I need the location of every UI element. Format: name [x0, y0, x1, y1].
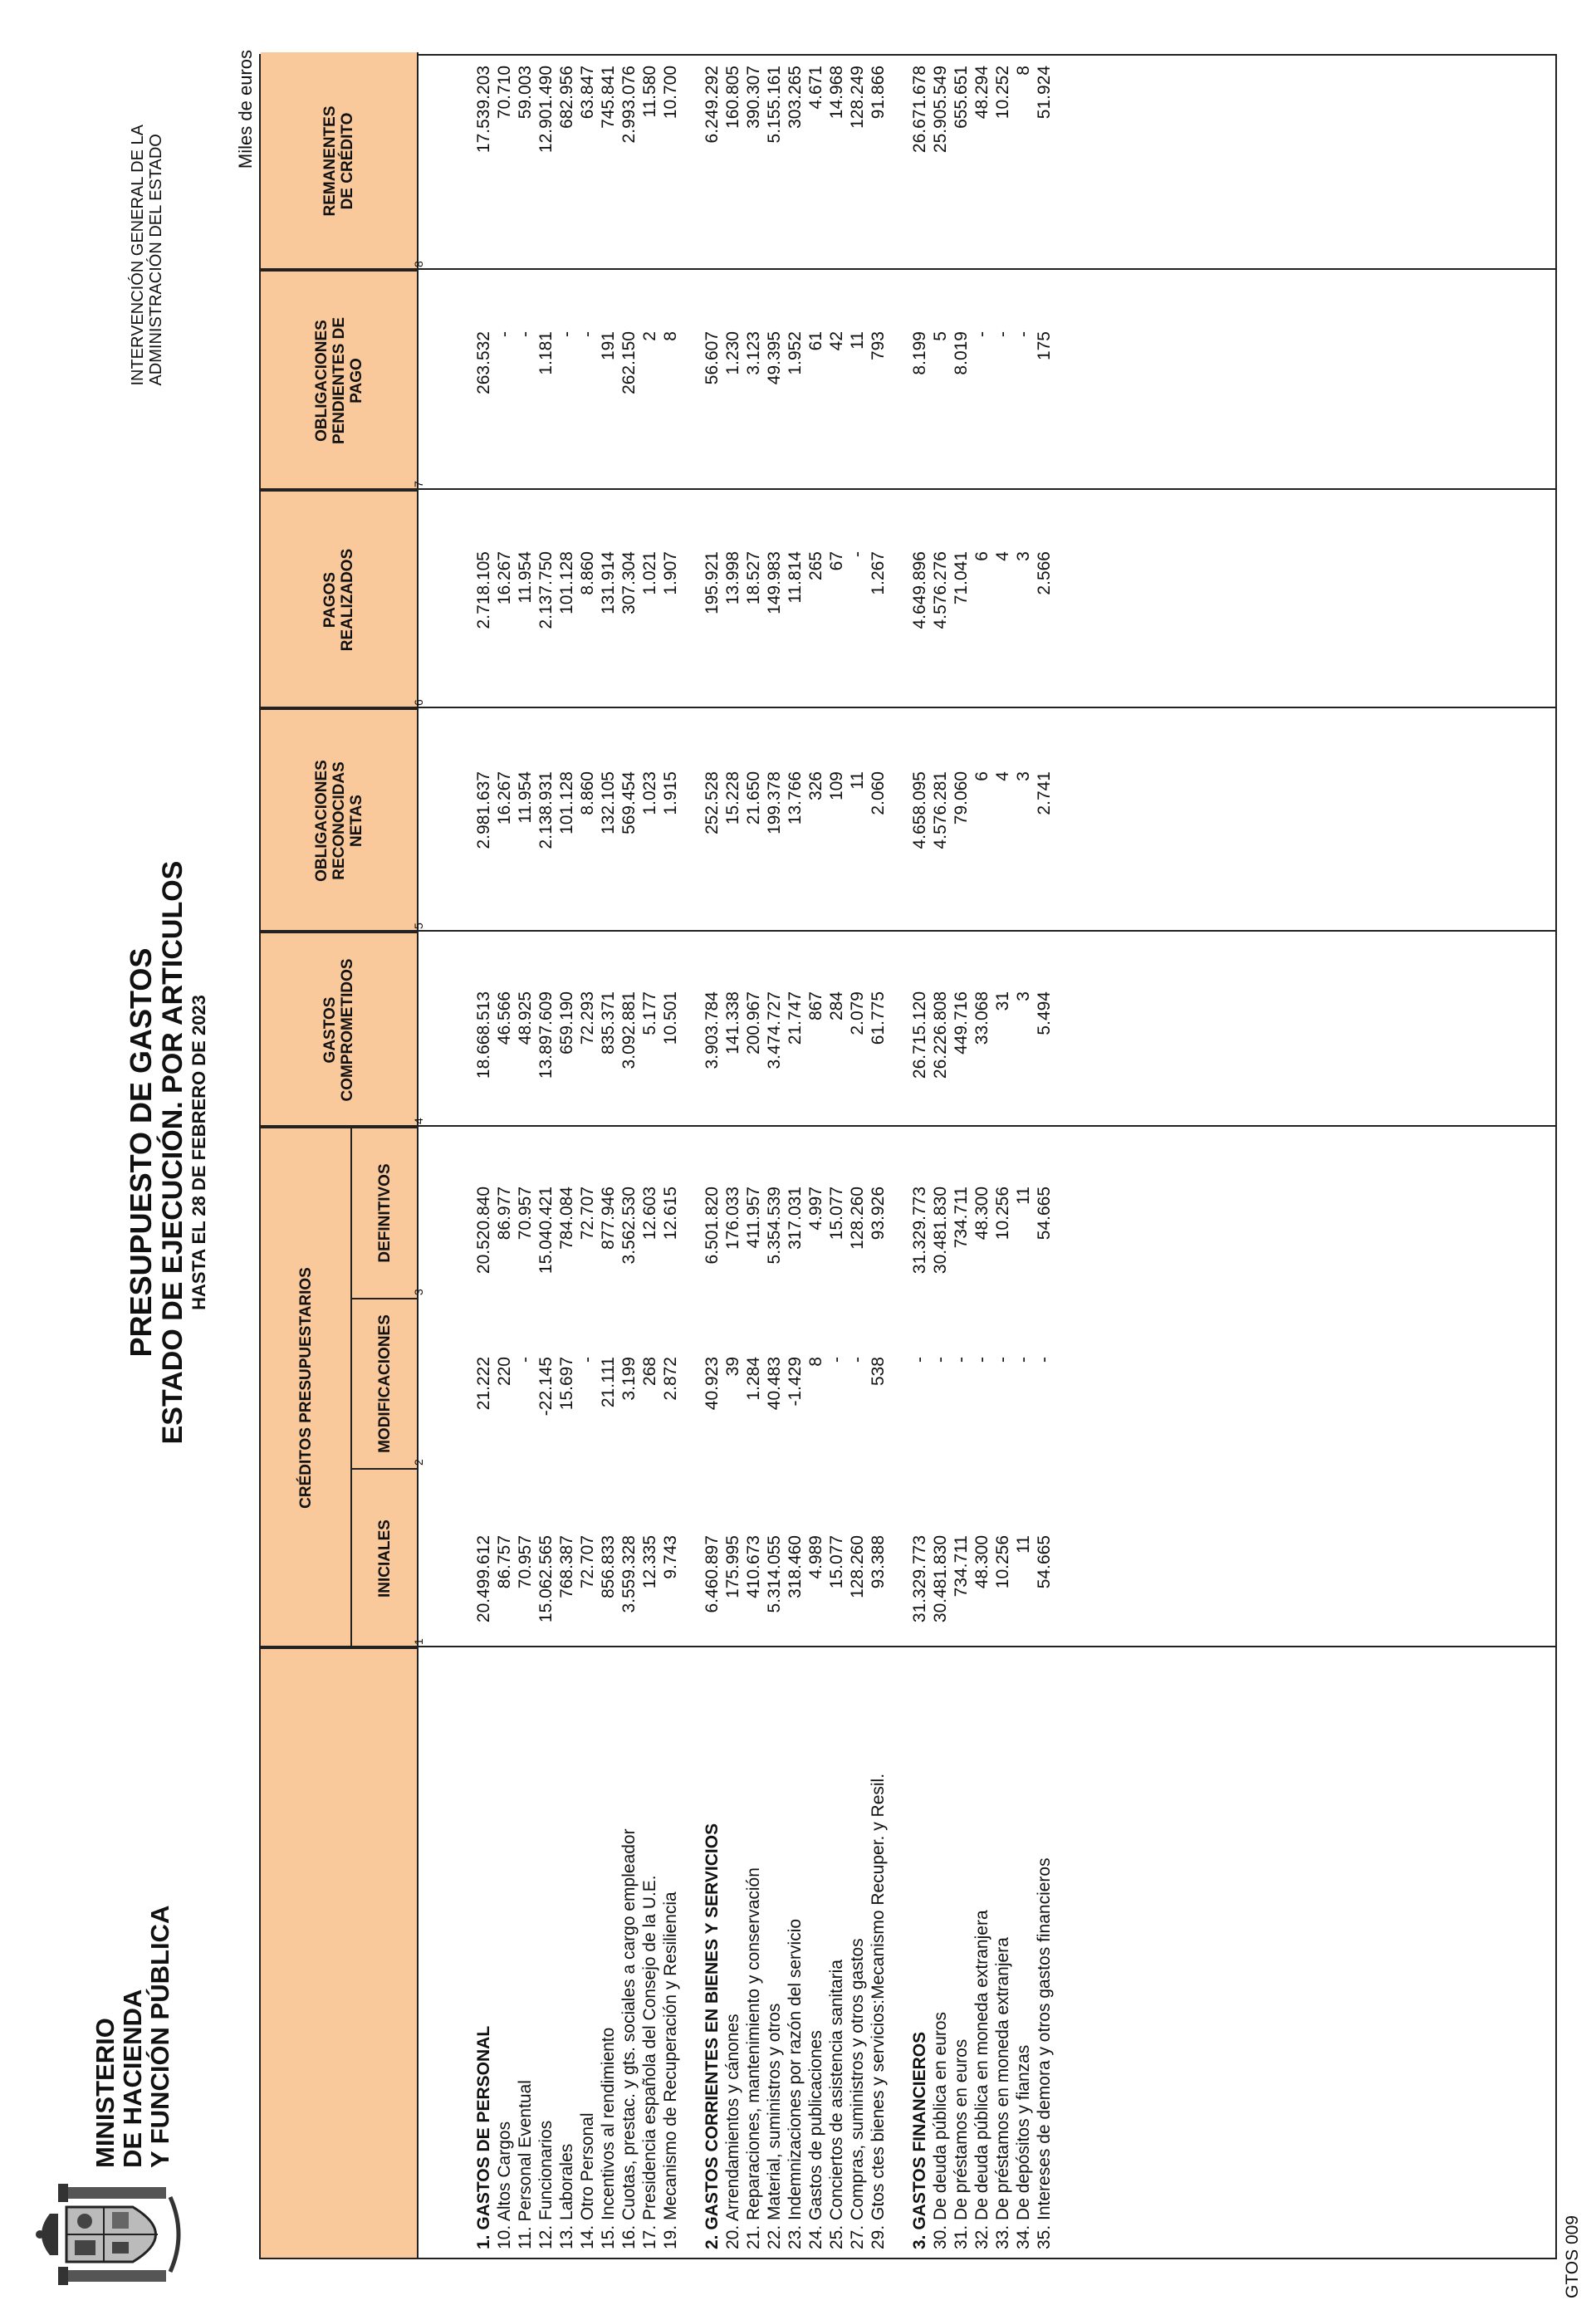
table-row [1012, 52, 1035, 2258]
cell-value: 8.199 [910, 331, 929, 375]
cell-value: 1.907 [661, 551, 680, 595]
col-number: 4 [412, 1118, 425, 1124]
cell-value: 86.757 [495, 1535, 514, 1589]
cell-value: 12.603 [640, 1187, 659, 1241]
cell-value: 10.700 [661, 66, 680, 120]
cell-value: 15.077 [827, 1535, 846, 1589]
cell-value: 11 [1014, 1187, 1033, 1205]
ministry-line: Y FUNCIÓN PÚBLICA [145, 1905, 174, 2168]
cell-value: 655.651 [952, 66, 971, 129]
row-label: 33. De préstamos en moneda extranjera [993, 1937, 1012, 2249]
cell-value: 176.033 [723, 1187, 742, 1250]
cell-value: 72.293 [578, 991, 597, 1045]
cell-value: 63.847 [578, 66, 597, 120]
cell-value: 262.150 [619, 331, 639, 394]
col-number: 7 [412, 481, 425, 487]
table-row [929, 52, 952, 2258]
cell-value: 390.307 [744, 66, 763, 129]
col-number: 1 [412, 1638, 425, 1645]
cell-value: 31 [993, 991, 1012, 1011]
table-row [825, 52, 848, 2258]
cell-value: 72.707 [578, 1535, 597, 1589]
cell-value: 6 [972, 771, 991, 781]
table-row [535, 52, 557, 2258]
row-label: 15. Incentivos al rendimiento [599, 2027, 618, 2249]
row-label: 25. Conciertos de asistencia sanitaria [827, 1959, 846, 2249]
row-label: 11. Personal Eventual [516, 2080, 535, 2249]
cell-value: 5.314.055 [765, 1535, 784, 1613]
cell-value: 11.954 [516, 551, 535, 604]
cell-value: - [495, 331, 514, 337]
cell-value: 46.566 [495, 991, 514, 1045]
cell-value: 61 [806, 331, 825, 351]
cell-value: 2.872 [661, 1357, 680, 1401]
cell-value: 48.925 [516, 991, 535, 1045]
table-row [472, 52, 495, 2258]
igae-line: ADMINISTRACIÓN DEL ESTADO [147, 134, 165, 386]
cell-value: 30.481.830 [931, 1187, 950, 1275]
cell-value: 109 [827, 771, 846, 801]
cell-value: 3.559.328 [619, 1535, 639, 1613]
cell-value: 8 [1014, 66, 1033, 76]
table-row [846, 52, 869, 2258]
cell-value: 101.128 [557, 771, 576, 834]
table-row [991, 52, 1014, 2258]
cell-value: 303.265 [786, 66, 805, 129]
cell-value: 15.040.421 [536, 1187, 556, 1275]
cell-value: 4.997 [806, 1187, 825, 1231]
cell-value: 16.267 [495, 771, 514, 825]
cell-value: 33.068 [972, 991, 991, 1045]
cell-value: 659.190 [557, 991, 576, 1055]
cell-value: 91.866 [869, 66, 888, 120]
cell-value: 160.805 [723, 66, 742, 129]
ministry-line: MINISTERIO [91, 2018, 120, 2168]
cell-value: 784.084 [557, 1187, 576, 1250]
cell-value: 16.267 [495, 551, 514, 605]
cell-value: 734.711 [952, 1187, 971, 1249]
cell-value: 13.897.609 [536, 991, 556, 1079]
row-label: 29. Gtos ctes bienes y servicios:Mecanismo Recuper. y Resil. [869, 1773, 888, 2249]
cell-value: 39 [723, 1357, 742, 1377]
cell-value: 284 [827, 991, 846, 1021]
row-label: 34. De depósitos y fianzas [1014, 2044, 1033, 2249]
cell-value: 15.077 [827, 1187, 846, 1241]
cell-value: 11.580 [640, 66, 659, 118]
cell-value: 5 [931, 331, 950, 341]
cell-value: - [952, 1357, 971, 1363]
cell-value: 4 [993, 551, 1012, 561]
cell-value: 5.177 [640, 991, 659, 1035]
table-row [514, 52, 536, 2258]
cell-value: 4.989 [806, 1535, 825, 1579]
cell-value: 2.138.931 [536, 771, 556, 849]
cell-value: 26.226.808 [931, 991, 950, 1079]
cell-value: 141.338 [723, 991, 742, 1055]
cell-value: 5.494 [1035, 991, 1054, 1035]
cell-value: 411.957 [744, 1187, 763, 1249]
cell-value: - [1035, 1357, 1054, 1363]
cell-value: 15.697 [557, 1357, 576, 1411]
cell-value: 220 [495, 1357, 514, 1387]
table-row [784, 52, 806, 2258]
cell-value: 31.329.773 [910, 1187, 929, 1275]
cell-value: 11.954 [516, 771, 535, 824]
row-label: 21. Reparaciones, mantenimiento y conservación [744, 1867, 763, 2249]
cell-value: - [578, 331, 597, 337]
cell-value: 48.300 [972, 1535, 991, 1589]
cell-value: 6.249.292 [703, 66, 722, 144]
cell-value: - [1014, 1357, 1033, 1363]
cell-value: 856.833 [599, 1535, 618, 1598]
cell-value: 17.539.203 [474, 66, 493, 154]
row-label: 1. GASTOS DE PERSONAL [474, 2025, 493, 2249]
cell-value: 11 [848, 331, 867, 350]
table-row [805, 52, 827, 2258]
cell-value: 93.926 [869, 1187, 888, 1241]
header-pendientes: OBLIGACIONES PENDIENTES DE PAGO [261, 270, 419, 490]
cell-value: 9.743 [661, 1535, 680, 1579]
cell-value: 1.284 [744, 1357, 763, 1401]
cell-value: 72.707 [578, 1187, 597, 1241]
table-row [576, 52, 599, 2258]
cell-value: 61.775 [869, 991, 888, 1045]
cell-value: 3.903.784 [703, 991, 722, 1069]
cell-value: 11.814 [786, 551, 805, 604]
cell-value: 199.378 [765, 771, 784, 834]
row-label: 16. Cuotas, prestac. y gts. sociales a cargo empleador [619, 1828, 639, 2249]
cell-value: 79.060 [952, 771, 971, 825]
cell-value: 40.483 [765, 1357, 784, 1411]
cell-value: 12.335 [640, 1535, 659, 1589]
table-row [701, 52, 723, 2258]
cell-value: 2.079 [848, 991, 867, 1035]
col-number: 6 [412, 699, 425, 706]
cell-value: 3.562.530 [619, 1187, 639, 1265]
cell-value: 569.454 [619, 771, 639, 834]
cell-value: 6.460.897 [703, 1535, 722, 1613]
row-label: 20. Arrendamientos y cánones [723, 2014, 742, 2249]
cell-value: - [516, 1357, 535, 1363]
cell-value: 2 [640, 331, 659, 341]
row-label: 31. De préstamos en euros [952, 2038, 971, 2249]
header-modificaciones: MODIFICACIONES [352, 1298, 419, 1468]
cell-value: 8 [661, 331, 680, 341]
cell-value: 6.501.820 [703, 1187, 722, 1265]
table-row [659, 52, 682, 2258]
row-label: 13. Laborales [557, 2143, 576, 2249]
cell-value: 40.923 [703, 1357, 722, 1411]
cell-value: 6 [972, 551, 991, 561]
footer-code: GTOS 009 [1563, 2215, 1582, 2298]
cell-value: - [516, 331, 535, 337]
cell-value: 2.060 [869, 771, 888, 815]
cell-value: 191 [599, 331, 618, 361]
cell-value: 70.957 [516, 1535, 535, 1589]
cell-value: - [972, 331, 991, 337]
cell-value: 11 [848, 771, 867, 790]
cell-value: 10.252 [993, 66, 1012, 120]
table-row [763, 52, 786, 2258]
cell-value: - [972, 1357, 991, 1363]
cell-value: 21.111 [599, 1357, 618, 1408]
cell-value: - [557, 331, 576, 337]
row-label: 14. Otro Personal [578, 2112, 597, 2249]
budget-table [259, 54, 1557, 2259]
cell-value: 2.741 [1035, 771, 1054, 815]
table-row [639, 52, 661, 2258]
cell-value: - [848, 1357, 867, 1363]
cell-value: 8.019 [952, 331, 971, 375]
title-line-1: PRESUPUESTO DE GASTOS [124, 947, 158, 1358]
cell-value: 49.395 [765, 331, 784, 385]
cell-value: 101.128 [557, 551, 576, 614]
cell-value: 175.995 [723, 1535, 742, 1598]
header-definitivos: DEFINITIVOS [352, 1127, 419, 1298]
cell-value: 1.915 [661, 771, 680, 815]
header-creditos: CRÉDITOS PRESUPUESTARIOS [261, 1127, 352, 1647]
cell-value: 4.576.276 [931, 551, 950, 629]
cell-value: 10.501 [661, 991, 680, 1045]
row-label: 30. De deuda pública en euros [931, 2011, 950, 2249]
row-label: 2. GASTOS CORRIENTES EN BIENES Y SERVICIOS [703, 1823, 722, 2249]
table-row [950, 52, 972, 2258]
cell-value: - [993, 331, 1012, 337]
cell-value: 2.981.637 [474, 771, 493, 849]
cell-value: 5.155.161 [765, 66, 784, 144]
table-row [556, 52, 578, 2258]
header-obligaciones: OBLIGACIONES RECONOCIDAS NETAS [261, 708, 419, 932]
cell-value: 1.952 [786, 331, 805, 375]
cell-value: 1.021 [640, 551, 659, 595]
cell-value: 265 [806, 551, 825, 581]
cell-value: 20.499.612 [474, 1535, 493, 1623]
cell-value: 4.658.095 [910, 771, 929, 849]
cell-value: 682.956 [557, 66, 576, 129]
cell-value: 13.766 [786, 771, 805, 825]
cell-value: 793 [869, 331, 888, 361]
table-row [597, 52, 619, 2258]
cell-value: 835.371 [599, 991, 618, 1055]
cell-value: 30.481.830 [931, 1535, 950, 1623]
cell-value: 268 [640, 1357, 659, 1387]
header-comprometidos: GASTOS COMPROMETIDOS [261, 932, 419, 1127]
row-label: 35. Intereses de demora y otros gastos financieros [1035, 1857, 1054, 2249]
row-label: 23. Indemnizaciones por razón del servicio [786, 1918, 805, 2249]
cell-value: 26.671.678 [910, 66, 929, 154]
row-label: 17. Presidencia española del Consejo de la U.E. [640, 1875, 659, 2249]
cell-value: 51.924 [1035, 66, 1054, 120]
cell-value: 4 [993, 771, 1012, 781]
cell-value: 263.532 [474, 331, 493, 394]
cell-value: 128.249 [848, 66, 867, 129]
cell-value: 18.668.513 [474, 991, 493, 1079]
table-row [493, 52, 516, 2258]
cell-value: 410.673 [744, 1535, 763, 1598]
units-label: Miles de euros [235, 50, 256, 169]
cell-value: 4.576.281 [931, 771, 950, 849]
table-row [1033, 52, 1055, 2258]
cell-value: 86.977 [495, 1187, 514, 1241]
col-number: 8 [412, 261, 425, 267]
col-number: 3 [412, 1289, 425, 1295]
cell-value: 1.181 [536, 331, 556, 375]
cell-value: 131.914 [599, 551, 618, 614]
cell-value: - [1014, 331, 1033, 337]
col-number: 5 [412, 922, 425, 929]
table-row [722, 52, 744, 2258]
header-iniciales: INICIALES [352, 1468, 419, 1647]
cell-value: 14.968 [827, 66, 846, 120]
cell-value: 1.023 [640, 771, 659, 815]
cell-value: - [578, 1357, 597, 1363]
cell-value: 11 [1014, 1535, 1033, 1554]
cell-value: 128.260 [848, 1535, 867, 1598]
cell-value: 21.650 [744, 771, 763, 825]
cell-value: 26.715.120 [910, 991, 929, 1079]
cell-value: - [910, 1357, 929, 1363]
cell-value: 25.905.549 [931, 66, 950, 154]
table-row [908, 52, 931, 2258]
cell-value: 31.329.773 [910, 1535, 929, 1623]
cell-value: -22.145 [536, 1357, 556, 1417]
table-row [618, 52, 640, 2258]
cell-value: 8.860 [578, 771, 597, 815]
cell-value: 70.710 [495, 66, 514, 120]
cell-value: 5.354.539 [765, 1187, 784, 1265]
cell-value: - [993, 1357, 1012, 1363]
cell-value: 2.718.105 [474, 551, 493, 629]
cell-value: 12.615 [661, 1187, 680, 1241]
cell-value: 3.092.881 [619, 991, 639, 1069]
title-line-2: ESTADO DE EJECUCIÓN. POR ARTICULOS [157, 860, 188, 1445]
cell-value: 21.222 [474, 1357, 493, 1411]
cell-value: 318.460 [786, 1535, 805, 1598]
cell-value: 18.527 [744, 551, 763, 605]
cell-value: 15.062.565 [536, 1535, 556, 1623]
cell-value: 59.003 [516, 66, 535, 120]
cell-value: 3.199 [619, 1357, 639, 1401]
cell-value: -1.429 [786, 1357, 805, 1407]
cell-value: 768.387 [557, 1535, 576, 1598]
cell-value: 93.388 [869, 1535, 888, 1589]
cell-value: 48.294 [972, 66, 991, 120]
row-label: 12. Funcionarios [536, 2120, 556, 2249]
table-row [742, 52, 765, 2258]
row-label: 24. Gastos de publicaciones [806, 2030, 825, 2249]
cell-value: 4.671 [806, 66, 825, 110]
cell-value: 42 [827, 331, 846, 351]
cell-value: 2.993.076 [619, 66, 639, 144]
cell-value: 449.716 [952, 991, 971, 1055]
cell-value: 4.649.896 [910, 551, 929, 629]
header-remanentes: REMANENTES DE CRÉDITO [261, 52, 419, 270]
cell-value: - [931, 1357, 950, 1363]
cell-value: - [848, 551, 867, 557]
cell-value: 3 [1014, 551, 1033, 561]
row-label: 10. Altos Cargos [495, 2121, 514, 2249]
cell-value: 54.665 [1035, 1535, 1054, 1589]
header-concept [261, 1647, 419, 2258]
col-number: 2 [412, 1459, 425, 1466]
cell-value: 54.665 [1035, 1187, 1054, 1241]
row-label: 3. GASTOS FINANCIEROS [910, 2031, 929, 2249]
cell-value: 8.860 [578, 551, 597, 595]
table-row [971, 52, 993, 2258]
cell-value: 252.528 [703, 771, 722, 834]
cell-value: 10.256 [993, 1535, 1012, 1589]
cell-value: 71.041 [952, 551, 971, 605]
cell-value: 12.901.490 [536, 66, 556, 154]
ministry-line: DE HACIENDA [118, 1989, 147, 2168]
igae-label [129, 125, 165, 386]
cell-value: 56.607 [703, 331, 722, 385]
cell-value: 149.983 [765, 551, 784, 614]
cell-value: 200.967 [744, 991, 763, 1055]
table-row [867, 52, 889, 2258]
igae-line: INTERVENCIÓN GENERAL DE LA [129, 125, 147, 386]
cell-value: 877.946 [599, 1187, 618, 1250]
cell-value: 128.260 [848, 1187, 867, 1250]
cell-value: 10.256 [993, 1187, 1012, 1241]
cell-value: 867 [806, 991, 825, 1021]
cell-value: 3 [1014, 771, 1033, 781]
row-label: 27. Compras, suministros y otros gastos [848, 1938, 867, 2249]
cell-value: 1.267 [869, 551, 888, 595]
cell-value: 48.300 [972, 1187, 991, 1241]
cell-value: 2.137.750 [536, 551, 556, 629]
cell-value: 317.031 [786, 1187, 805, 1250]
cell-value: 132.105 [599, 771, 618, 834]
cell-value: 15.228 [723, 771, 742, 825]
cell-value: - [827, 1357, 846, 1363]
cell-value: 67 [827, 551, 846, 571]
cell-value: 745.841 [599, 66, 618, 129]
cell-value: 538 [869, 1357, 888, 1387]
cell-value: 1.230 [723, 331, 742, 375]
row-label: 19. Mecanismo de Recuperación y Resiliencia [661, 1891, 680, 2249]
cell-value: 21.747 [786, 991, 805, 1045]
cell-value: 8 [806, 1357, 825, 1367]
cell-value: 175 [1035, 331, 1054, 361]
cell-value: 3.123 [744, 331, 763, 375]
header-pagos: PAGOS REALIZADOS [261, 490, 419, 708]
cell-value: 20.520.840 [474, 1187, 493, 1275]
title-line-3: HASTA EL 28 DE FEBRERO DE 2023 [188, 995, 209, 1310]
cell-value: 734.711 [952, 1535, 971, 1598]
cell-value: 3 [1014, 991, 1033, 1001]
cell-value: 326 [806, 771, 825, 801]
cell-value: 307.304 [619, 551, 639, 614]
cell-value: 70.957 [516, 1187, 535, 1241]
row-label: 32. De deuda pública en moneda extranjera [972, 1910, 991, 2249]
cell-value: 195.921 [703, 551, 722, 614]
cell-value: 13.998 [723, 551, 742, 605]
cell-value: 2.566 [1035, 551, 1054, 595]
cell-value: 3.474.727 [765, 991, 784, 1069]
row-label: 22. Material, suministros y otros [765, 2003, 784, 2249]
